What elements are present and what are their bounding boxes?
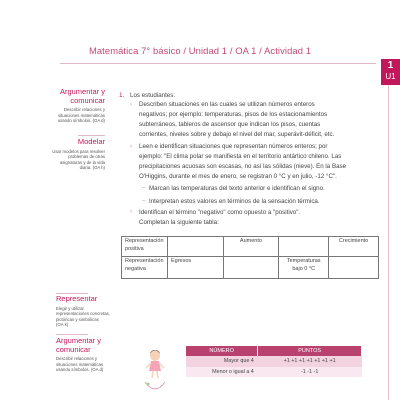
completion-table: [121, 236, 379, 279]
skill-line: representaciones concretas,: [56, 311, 110, 317]
skill-heading: Argumentar y comunicar: [59, 87, 105, 105]
table-cell[interactable]: [279, 237, 329, 257]
table-cell: Egresos: [167, 257, 223, 279]
skill-line: Describir relaciones y: [63, 107, 105, 112]
skill-line: Describir relaciones y: [56, 356, 98, 361]
skill-heading: Modelar: [77, 137, 105, 146]
cell-line: Temperaturas: [286, 258, 321, 264]
table-cell: Aumento: [223, 237, 279, 257]
item-line: corrientes, niveles sobre y debajo el nivel del mar, superávit-déficit, etc.: [139, 131, 335, 138]
cell-line: positiva: [125, 245, 144, 252]
girl-skipping-icon: [142, 344, 168, 394]
page-title: Matemática 7° básico / Unidad 1 / OA 1 / Actividad 1: [88, 45, 312, 56]
skill-argumentar-1: [50, 88, 105, 124]
table-row: [122, 257, 379, 279]
skill-description: [50, 149, 105, 171]
column-header: NÚMERO: [186, 346, 258, 356]
sub-item: Interpretan estos valores en términos de la sensación térmica.: [149, 198, 320, 205]
unit-tab-code: U1: [385, 72, 396, 81]
skill-line: diaria. (OA h): [79, 165, 105, 171]
list-item: [139, 142, 374, 182]
skill-line: usando símbolos. (OA d): [57, 118, 105, 124]
skill-line: (OA k): [56, 322, 69, 328]
margin-line: [388, 85, 389, 400]
skill-line: asignaturas y de la vida: [59, 159, 105, 165]
item-line: Describen situaciones en las cuales se utilizan números enteros: [139, 101, 315, 108]
sub-item: Marcan las temperaturas del texto anterior e identifican el signo.: [149, 185, 325, 192]
dash-icon: –: [142, 197, 146, 204]
skill-line: Usar modelos para resolver: [52, 148, 105, 154]
skill-description: [50, 107, 105, 124]
cell-line: bajo 0 °C: [292, 265, 316, 272]
list-item: [139, 100, 374, 140]
skill-line: pictóricas y simbólicas: [56, 316, 99, 322]
item-line: Completan la siguiente tabla:: [139, 219, 219, 226]
item-line: Identifican el término "negativo" como opuesto a "positivo".: [139, 209, 301, 216]
table-cell: Mayor que 4: [186, 356, 258, 367]
item-line: subterráneos, tableros de ascensor que indican los pisos, cuentas: [139, 121, 321, 128]
table-cell[interactable]: [329, 257, 379, 279]
skill-representar: [56, 295, 126, 328]
item-line: Leen e identifican situaciones que representan números enteros; por: [139, 143, 328, 150]
skill-argumentar-2: [56, 337, 108, 373]
column-header: PUNTOS: [258, 346, 362, 356]
dash-icon: –: [142, 184, 146, 191]
cell-line: Representación: [125, 258, 164, 264]
chevron-right-icon: ›: [130, 143, 133, 150]
cell-line: Representación: [125, 238, 164, 244]
activity-lead: Los estudiantes:: [130, 92, 176, 99]
table-header-row: [186, 346, 362, 356]
table-cell: Menor o igual a 4: [186, 367, 258, 378]
item-line: negativos; por ejemplo: temperaturas, pisos de los estacionamientos: [139, 111, 328, 118]
item-line: O'Higgins, durante el mes de enero, se registran 0 °C y en julio, -12 °C".: [139, 173, 337, 180]
skill-heading: Representar: [56, 294, 98, 303]
table-cell[interactable]: [223, 257, 279, 279]
activity-number: 1.: [119, 92, 125, 99]
points-table: [186, 346, 362, 377]
table-row: [186, 367, 362, 378]
table-row: [122, 237, 379, 257]
table-cell: -1 -1 -1: [258, 367, 362, 378]
table-cell: [122, 257, 168, 279]
skill-line: usando símbolos. (OA d): [56, 367, 104, 373]
cell-line: negativa: [125, 265, 146, 272]
skill-line: problemas de otras: [68, 154, 105, 160]
sidebar-divider: [56, 334, 88, 335]
skill-line: Elegir y utilizar: [56, 305, 84, 311]
skill-description: [56, 306, 126, 328]
table-cell: Crecimiento: [329, 237, 379, 257]
table-cell: [122, 237, 168, 257]
skill-line: situaciones matemáticas: [56, 361, 104, 367]
skill-heading: Argumentar y comunicar: [56, 336, 102, 354]
table-cell: [279, 257, 329, 279]
header-divider: [60, 63, 376, 64]
item-line: ejemplo: "El clima polar se manifiesta en el territorio antártico chileno. Las: [139, 153, 342, 160]
chevron-right-icon: ›: [130, 101, 133, 108]
table-cell[interactable]: [167, 237, 223, 257]
table-cell: +1 +1 +1 +1 +1 +1 +1: [258, 356, 362, 367]
list-item: [139, 208, 374, 228]
skill-modelar: [50, 138, 105, 171]
skill-line: situaciones matemáticas: [57, 112, 105, 118]
chevron-right-icon: ›: [130, 208, 133, 215]
sidebar-divider: [78, 135, 105, 136]
unit-tab-number: 1: [387, 60, 394, 71]
item-line: precipitaciones acuosas son escasas, no así las sólidas (nieve). En la Base: [139, 163, 347, 170]
table-row: [186, 356, 362, 367]
skill-description: [56, 356, 108, 373]
